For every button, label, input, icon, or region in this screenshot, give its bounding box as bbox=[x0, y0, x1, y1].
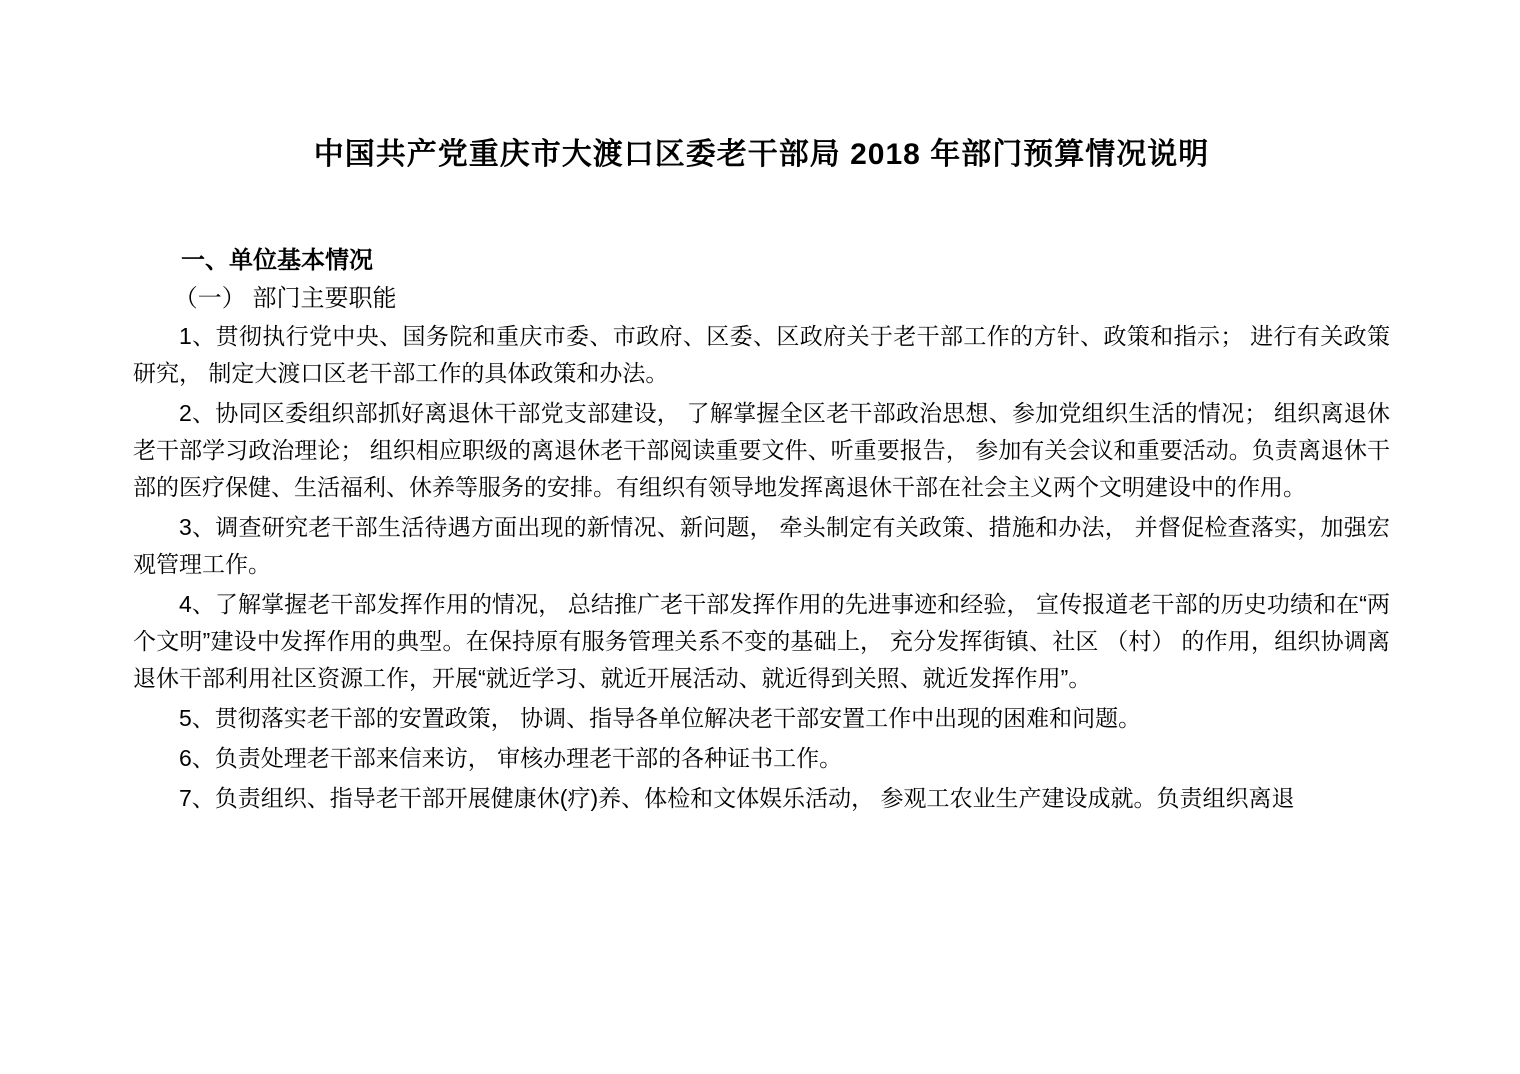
subsection-heading-department-functions: （一） 部门主要职能 bbox=[173, 285, 397, 312]
paragraph-4: 4、了解掌握老干部发挥作用的情况， 总结推广老干部发挥作用的先进事迹和经验， 宣传报道老干部的历史功绩和在“两个文明”建设中发挥作用的典型。在保持原有服务管理关系不变的基础上， 充分发挥街镇、社区 （村） 的作用，组织协调离退休干部利用社区资源工作，开展“就近学习、就近开展活动、就近得到关照、就近发挥作用”。 bbox=[133, 591, 1390, 691]
document-body bbox=[133, 318, 1390, 817]
paragraph-7: 7、负责组织、指导老干部开展健康休(疗)养、体检和文体娱乐活动， 参观工农业生产建设成就。负责组织离退 bbox=[179, 785, 1295, 811]
paragraph-5: 5、贯彻落实老干部的安置政策， 协调、指导各单位解决老干部安置工作中出现的困难和问题。 bbox=[179, 705, 1142, 731]
section-heading-unit-basic-info: 一、单位基本情况 bbox=[181, 247, 373, 274]
document-title: 中国共产党重庆市大渡口区委老干部局 2018 年部门预算情况说明 bbox=[313, 138, 1210, 171]
paragraph-1: 1、贯彻执行党中央、国务院和重庆市委、市政府、区委、区政府关于老干部工作的方针、政策和指示； 进行有关政策研究， 制定大渡口区老干部工作的具体政策和办法。 bbox=[133, 323, 1390, 386]
paragraph-3: 3、调查研究老干部生活待遇方面出现的新情况、新问题， 牵头制定有关政策、措施和办法， 并督促检查落实，加强宏观管理工作。 bbox=[133, 514, 1390, 577]
paragraph-6: 6、负责处理老干部来信来访， 审核办理老干部的各种证书工作。 bbox=[179, 745, 843, 771]
paragraph-2: 2、协同区委组织部抓好离退休干部党支部建设， 了解掌握全区老干部政治思想、参加党组织生活的情况； 组织离退休老干部学习政治理论； 组织相应职级的离退休老干部阅读重要文件、听重要报告， 参加有关会议和重要活动。负责离退休干部的医疗保健、生活福利、休养等服务的安排。有组织有领导地发挥离退休干部在社会主义两个文明建设中的作用。 bbox=[133, 400, 1390, 500]
